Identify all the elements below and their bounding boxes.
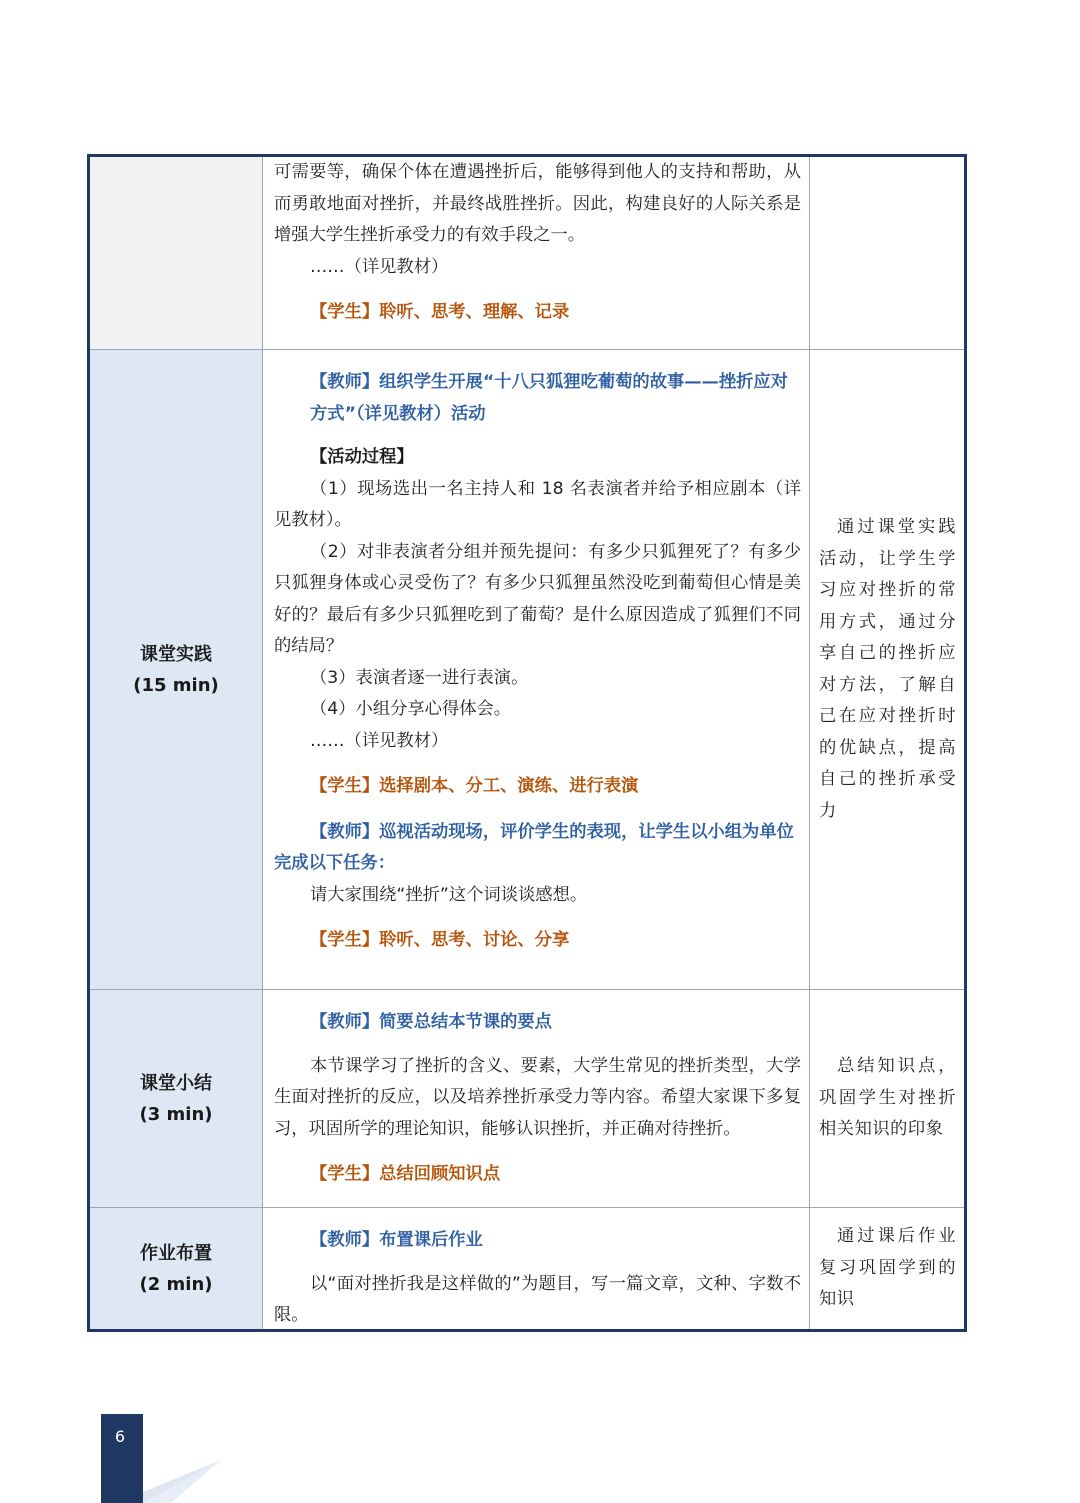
table-row xyxy=(90,157,964,349)
teacher-activity: 【教师】组织学生开展“十八只狐狸吃葡萄的故事——挫折应对方式”（详见教材）活动 xyxy=(310,372,788,424)
body-paragraph: 以“面对挫折我是这样做的”为题目，写一篇文章，文种、字数不限。 xyxy=(274,1273,801,1325)
stage-name: 课堂小结 xyxy=(140,1072,212,1094)
teacher-activity: 【教师】巡视活动现场，评价学生的表现，让学生以小组为单位完成以下任务： xyxy=(274,821,794,873)
table-row xyxy=(90,1207,964,1329)
student-activity: 【学生】聆听、思考、讨论、分享 xyxy=(310,930,570,950)
stage-cell xyxy=(90,1208,263,1329)
stage-cell xyxy=(90,990,263,1207)
student-activity: 【学生】总结回顾知识点 xyxy=(310,1164,501,1184)
body-paragraph: 可需要等，确保个体在遭遇挫折后，能够得到他人的支持和帮助，从而勇敢地面对挫折，并最终战胜挫折。因此，构建良好的人际关系是增强大学生挫折承受力的有效手段之一。 xyxy=(274,162,801,245)
activity-step: （1）现场选出一名主持人和 18 名表演者并给予相应剧本（详见教材）。 xyxy=(274,478,801,530)
goal-cell xyxy=(810,157,964,349)
teacher-activity: 【教师】简要总结本节课的要点 xyxy=(310,1012,552,1032)
goal-cell xyxy=(810,990,964,1207)
teaching-goal: 通过课后作业复习巩固学到的知识 xyxy=(819,1226,956,1310)
content-cell xyxy=(263,990,810,1207)
activity-heading: 【活动过程】 xyxy=(310,447,414,467)
table-row xyxy=(90,349,964,989)
stage-name: 作业布置 xyxy=(140,1242,212,1264)
teaching-goal: 总结知识点，巩固学生对挫折相关知识的印象 xyxy=(819,1056,956,1140)
goal-cell xyxy=(810,350,964,989)
student-activity: 【学生】选择剧本、分工、演练、进行表演 xyxy=(310,776,639,796)
stage-time: (2 min) xyxy=(139,1273,213,1295)
lesson-plan-table xyxy=(87,154,967,1332)
student-activity: 【学生】聆听、思考、理解、记录 xyxy=(310,302,570,322)
stage-time: (15 min) xyxy=(133,674,219,696)
teacher-activity: 【教师】布置课后作业 xyxy=(310,1230,483,1250)
table-row xyxy=(90,989,964,1207)
body-paragraph: 本节课学习了挫折的含义、要素，大学生常见的挫折类型，大学生面对挫折的反应，以及培养挫折承受力等内容。希望大家课下多复习，巩固所学的理论知识，能够认识挫折，并正确对待挫折。 xyxy=(274,1055,801,1139)
task-text: 请大家围绕“挫折”这个词谈谈感想。 xyxy=(310,884,588,905)
stage-cell xyxy=(90,157,263,349)
page-number: 6 xyxy=(114,1427,126,1446)
activity-step: （4）小组分享心得体会。 xyxy=(310,699,512,719)
goal-cell xyxy=(810,1208,964,1329)
stage-name: 课堂实践 xyxy=(140,643,212,665)
see-textbook-note: ……（详见教材） xyxy=(310,730,449,751)
content-cell xyxy=(263,350,810,989)
stage-cell xyxy=(90,350,263,989)
see-textbook-note: ……（详见教材） xyxy=(310,256,449,277)
decorative-slant-shape xyxy=(143,1460,223,1503)
stage-time: (3 min) xyxy=(139,1103,213,1125)
activity-step: （2）对非表演者分组并预先提问：有多少只狐狸死了？有多少只狐狸身体或心灵受伤了？有多少只狐狸虽然没吃到葡萄但心情是美好的？最后有多少只狐狸吃到了葡萄？是什么原因造成了狐狸们不同的结局？ xyxy=(274,541,801,656)
content-cell xyxy=(263,1208,810,1329)
activity-step: （3）表演者逐一进行表演。 xyxy=(310,667,529,688)
teaching-goal: 通过课堂实践活动，让学生学习应对挫折的常用方式，通过分享自己的挫折应对方法，了解自己在应对挫折时的优缺点，提高自己的挫折承受力 xyxy=(819,517,956,821)
content-cell xyxy=(263,157,810,349)
